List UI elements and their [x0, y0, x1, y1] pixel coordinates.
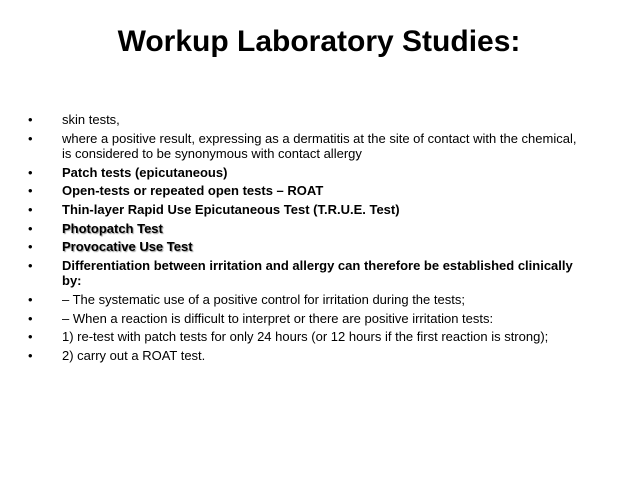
list-item [28, 258, 588, 289]
list-item-text: Provocative Use Test [62, 239, 193, 255]
bullet-icon: • [28, 130, 33, 146]
list-item [28, 202, 588, 218]
list-item-text: Thin-layer Rapid Use Epicutaneous Test (T.R.U.E. Test) [62, 201, 400, 217]
list-item [28, 183, 588, 199]
bullet-list [28, 112, 588, 366]
list-item [28, 165, 588, 181]
bullet-icon: • [28, 347, 33, 363]
list-item [28, 221, 588, 237]
bullet-icon: • [28, 257, 33, 273]
list-item-text: – The systematic use of a positive control for irritation during the tests; [62, 291, 465, 307]
list-item [28, 329, 588, 345]
bullet-icon: • [28, 201, 33, 217]
bullet-icon: • [28, 310, 33, 326]
bullet-icon: • [28, 112, 33, 127]
slide-title: Workup Laboratory Studies: [117, 25, 521, 58]
bullet-icon: • [28, 329, 33, 345]
list-item-text: 1) re-test with patch tests for only 24 hours (or 12 hours if the first reaction is strong); [62, 329, 549, 345]
list-item-text: Patch tests (epicutaneous) [62, 164, 228, 180]
list-item [28, 348, 588, 364]
bullet-icon: • [28, 291, 33, 307]
list-item [28, 131, 588, 162]
list-item [28, 239, 588, 255]
bullet-icon: • [28, 220, 33, 236]
list-item-text: Photopatch Test [62, 220, 163, 236]
list-item-text: 2) carry out a ROAT test. [62, 347, 206, 363]
bullet-icon: • [28, 183, 33, 199]
bullet-icon: • [28, 164, 33, 180]
list-item [28, 112, 588, 128]
list-item-text: – When a reaction is difficult to interpret or there are positive irritation tests: [62, 310, 494, 326]
list-item-text: skin tests, [62, 112, 120, 127]
list-item-text: Differentiation between irritation and allergy can therefore be established clinically by: [62, 257, 573, 289]
list-item [28, 311, 588, 327]
list-item-text: Open-tests or repeated open tests – ROAT [62, 183, 324, 199]
list-item-text: where a positive result, expressing as a dermatitis at the site of contact with the chemical, is considered to be synonymous with contact allergy [62, 130, 577, 162]
list-item [28, 292, 588, 308]
bullet-icon: • [28, 239, 33, 255]
